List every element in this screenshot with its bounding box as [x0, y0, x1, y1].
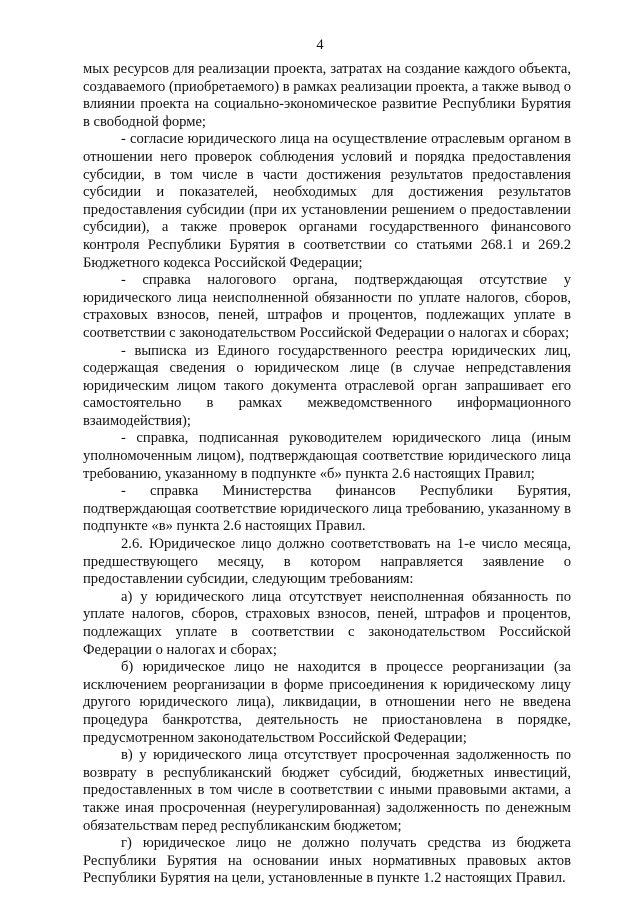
document-body	[83, 61, 571, 888]
paragraph-egrul-extract: - выписка из Единого государственного реестра юридических лиц, содержащая сведения о юридическом лице (в случае непредставления юридическим лицом такого документа отраслевой орган запрашивает его самостоятельно в рамках межведомственного информационного взаимодействия);	[83, 342, 571, 429]
paragraph-minfin-certificate: - справка Министерства финансов Республики Бурятия, подтверждающая соответствие юридического лица требованию, указанному в подпункте «в» пункта 2.6 настоящих Правил.	[83, 483, 571, 535]
paragraph-section-2-6: 2.6. Юридическое лицо должно соответствовать на 1-е число месяца, предшествующего месяцу, в котором направляется заявление о предоставлении субсидии, следующим требованиям:	[83, 536, 571, 588]
paragraph-project-summary: мых ресурсов для реализации проекта, затратах на создание каждого объекта, создаваемого (приобретаемого) в рамках реализации проекта, а также вывод о влиянии проекта на социально-экономическое развитие Республики Бурятия в свободной форме;	[83, 61, 571, 130]
paragraph-tax-certificate: - справка налогового органа, подтверждающая отсутствие у юридического лица неисполненной обязанности по уплате налогов, сборов, страховых взносов, пеней, штрафов и процентов, подлежащих уплате в соответствии с законодательством Российской Федерации о налогах и сборах;	[83, 272, 571, 341]
paragraph-requirement-g: г) юридическое лицо не должно получать средства из бюджета Республики Бурятия на основании иных нормативных правовых актов Республики Бурятия на цели, установленные в пункте 1.2 настоящих Правил.	[83, 835, 571, 887]
paragraph-requirement-b: б) юридическое лицо не находится в процессе реорганизации (за исключением реорганизации в форме присоединения к юридическому лицу другого юридического лица), ликвидации, в отношении него не введена процедура банкротства, деятельность не приостановлена в порядке, предусмотренном законодательством Российской Федерации;	[83, 659, 571, 746]
paragraph-requirement-v: в) у юридического лица отсутствует просроченная задолженность по возврату в республиканский бюджет субсидий, бюджетных инвестиций, предоставленных в том числе в соответствии с иными правовыми актами, а также иная просроченная (неурегулированная) задолженность по денежным обязательствам перед республиканским бюджетом;	[83, 747, 571, 834]
paragraph-signed-certificate: - справка, подписанная руководителем юридического лица (иным уполномоченным лицом), подтверждающая соответствие юридического лица требованию, указанному в подпункте «б» пункта 2.6 настоящих Правил;	[83, 430, 571, 482]
page-number: 4	[316, 37, 324, 53]
paragraph-consent-inspections: - согласие юридического лица на осуществление отраслевым органом в отношении него проверок соблюдения условий и порядка предоставления субсидии, в том числе в части достижения результатов предоставления субсидии и показателей, необходимых для достижения результатов предоставления субсидии (при их установлении решением о предоставлении субсидии), а также проверок органами государственного финансового контроля Республики Бурятия в соответствии со статьями 268.1 и 269.2 Бюджетного кодекса Российской Федерации;	[83, 131, 571, 271]
paragraph-requirement-a: а) у юридического лица отсутствует неисполненная обязанность по уплате налогов, сборов, страховых взносов, пеней, штрафов и процентов, подлежащих уплате в соответствии с законодательством Российской Федерации о налогах и сборах;	[83, 588, 571, 658]
